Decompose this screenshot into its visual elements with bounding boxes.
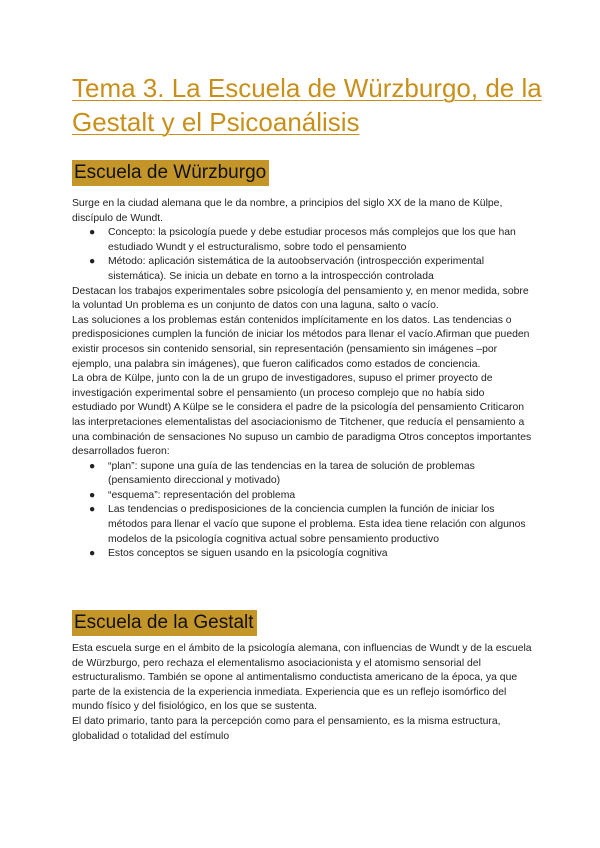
- bullet-icon: ●: [89, 256, 96, 268]
- list-item: [89, 255, 532, 284]
- list-item-text: “plan”: supone una guía de las tendencias en la tarea de solución de problemas (pensamiento direccional y motivado): [108, 460, 475, 487]
- list-item-text: “esquema”: representación del problema: [108, 489, 296, 501]
- list-item: [89, 226, 532, 255]
- list-item-text: Concepto: la psicología puede y debe estudiar procesos más complejos que los que han estudiado Wundt y el estructuralismo, sobre todo el pensamiento: [108, 227, 516, 253]
- list-item: [89, 547, 532, 562]
- list-item: [89, 460, 532, 489]
- list-item-text: Estos conceptos se siguen usando en la psicología cognitiva: [108, 548, 388, 560]
- bullet-icon: ●: [89, 504, 96, 516]
- document-title: Tema 3. La Escuela de Würzburgo, de la Gestalt y el Psicoanálisis: [72, 73, 542, 137]
- paragraph: Las soluciones a los problemas están contenidos implícitamente en los datos. Las tendencias o predisposiciones cumplen la función de iniciar los métodos para llenar el vacío.Afirman que pueden existir procesos sin contenido sensorial, sin representación (pensamiento sin imágenes –por ejemplo, una palabra sin imágenes), que fueron calificados como estados de conciencia.: [72, 314, 530, 370]
- bullet-list: [72, 460, 532, 562]
- paragraph: El dato primario, tanto para la percepción como para el pensamiento, es la misma estructura, globalidad o totalidad del estímulo: [72, 715, 501, 742]
- paragraph: Destacan los trabajos experimentales sobre psicología del pensamiento y, en menor medida, sobre la voluntad Un problema es un conjunto de datos con una laguna, salto o vacío.: [72, 285, 529, 312]
- section-body-wurzburgo: [72, 197, 532, 562]
- list-item: [89, 503, 532, 547]
- section-heading-wurzburgo: Escuela de Würzburgo: [72, 160, 269, 186]
- paragraph: Surge en la ciudad alemana que le da nombre, a principios del siglo XX de la mano de Külpe, discípulo de Wundt.: [72, 198, 503, 224]
- paragraph: Esta escuela surge en el ámbito de la psicología alemana, con influencias de Wundt y de la escuela de Würzburgo, pero rechaza el elementalismo asociacionista y el atomismo sensorial del estructuralismo. También se opone al antimentalismo conductista americano de la época, ya que parte de la existencia de la experiencia inmediata. Experiencia que es un reflejo isomórfico del mundo físico y del fisiológico, en los que se sustenta.: [72, 643, 532, 713]
- section-body-gestalt: [72, 642, 532, 744]
- paragraph: La obra de Külpe, junto con la de un grupo de investigadores, supuso el primer proyecto de investigación experimental sobre el pensamiento (un proceso complejo que no había sido estudiado por Wundt) A Külpe se le considera el padre de la psicología del pensamiento Criticaron las interpretaciones elementalistas del asociacionismo de Titchener, que reducía el pensamiento a una combinación de sensaciones No supuso un cambio de paradigma Otros conceptos importantes desarrollados fueron:: [72, 373, 532, 458]
- section-heading-gestalt: Escuela de la Gestalt: [72, 610, 257, 636]
- bullet-icon: ●: [89, 548, 96, 560]
- bullet-icon: ●: [89, 460, 96, 472]
- bullet-icon: ●: [89, 489, 96, 501]
- list-item-text: Las tendencias o predisposiciones de la conciencia cumplen la función de iniciar los métodos para llenar el vacío que supone el problema. Esta idea tiene relación con algunos modelos de la psicología cognitiva actual sobre pensamiento productivo: [108, 504, 526, 545]
- bullet-list: [72, 226, 532, 284]
- list-item: [89, 489, 532, 504]
- bullet-icon: ●: [89, 227, 96, 239]
- list-item-text: Método: aplicación sistemática de la autoobservación (introspección experimental sistemática). Se inicia un debate en torno a la introspección controlada: [108, 256, 484, 282]
